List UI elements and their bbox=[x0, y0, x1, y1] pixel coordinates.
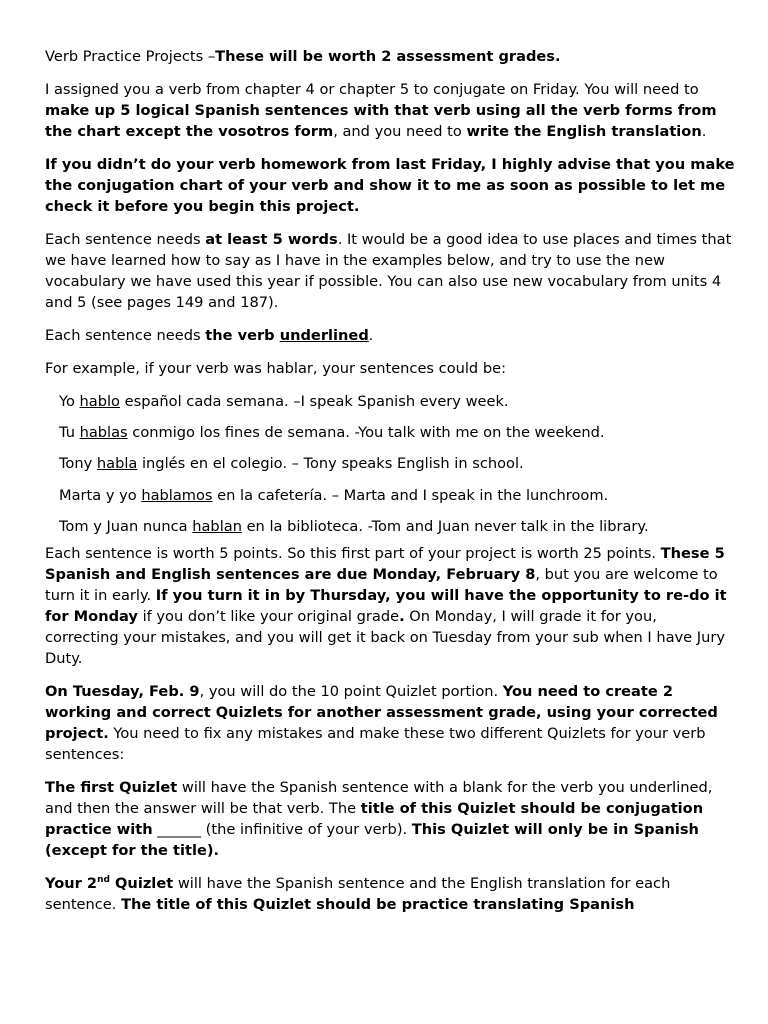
bold-run: If you didn’t do your verb homework from last Friday, I highly advise that you make the conjugation chart of your verb and show it to me as soon as possible to let me check it before you begin this project. bbox=[45, 156, 735, 215]
paragraph-example-intro: For example, if your verb was hablar, your sentences could be: bbox=[45, 360, 506, 377]
paragraph-points-due-date bbox=[45, 543, 735, 669]
example-pre: Tu bbox=[59, 424, 80, 442]
example-post: en la cafetería. – Marta and I speak in the lunchroom. bbox=[212, 486, 609, 504]
paragraph-second-quizlet bbox=[45, 873, 735, 915]
bold-run: the verb bbox=[205, 327, 280, 344]
bold-run: Your 2 bbox=[45, 874, 98, 892]
superscript-run: nd bbox=[97, 874, 110, 885]
paragraph-underline-rule bbox=[45, 325, 735, 346]
text-run: . bbox=[368, 327, 374, 344]
document-title bbox=[45, 46, 735, 67]
underlined-run: underlined bbox=[279, 327, 369, 344]
example-post: inglés en el colegio. – Tony speaks English in school. bbox=[137, 455, 524, 473]
example-verb: hablo bbox=[79, 393, 120, 410]
bold-underline-wrap bbox=[280, 327, 369, 344]
text-run: , and you need to bbox=[333, 123, 467, 140]
bold-run: make up 5 logical Spanish sentences with that verb using all the verb forms from the chart except the vosotros form bbox=[45, 102, 717, 140]
bold-run: The title of this Quizlet should be practice translating Spanish bbox=[121, 895, 635, 913]
bold-run: This Quizlet will only be in Spanish (except for the title). bbox=[45, 820, 699, 859]
example-verb: hablas bbox=[79, 424, 128, 442]
bold-run: These 5 Spanish and English sentences are due Monday, February 8 bbox=[45, 544, 725, 583]
text-run: , but you are welcome to turn it in early. bbox=[45, 565, 718, 604]
bold-run: The first Quizlet bbox=[45, 778, 178, 796]
paragraph-homework-advice bbox=[45, 154, 735, 217]
text-run: Each sentence needs bbox=[45, 231, 206, 248]
bold-run: . bbox=[399, 607, 405, 625]
example-post: español cada semana. –I speak Spanish every week. bbox=[120, 393, 509, 410]
example-pre: Yo bbox=[59, 393, 80, 410]
document-page bbox=[45, 46, 735, 927]
example-sentence bbox=[59, 453, 735, 474]
example-pre: Tony bbox=[59, 455, 97, 473]
paragraph-first-quizlet bbox=[45, 777, 735, 861]
bold-run: Quizlet bbox=[109, 874, 174, 892]
example-sentence bbox=[59, 516, 735, 537]
text-run: if you don’t like your original grade bbox=[137, 607, 400, 625]
title-text: Verb Practice Projects – bbox=[45, 48, 216, 65]
example-sentence bbox=[59, 391, 735, 412]
bold-run: On Tuesday, Feb. 9 bbox=[45, 682, 200, 700]
example-sentence bbox=[59, 485, 735, 506]
text-run: On Monday, I will grade it for you, correcting your mistakes, and you will get it back on Tuesday from your sub when I have Jury Duty. bbox=[45, 607, 725, 667]
example-list bbox=[45, 391, 735, 537]
text-run: ______ (the infinitive of your verb). bbox=[152, 820, 412, 838]
bold-run: You need to create 2 working and correct Quizlets for another assessment grade, using your corrected project. bbox=[45, 682, 718, 742]
title-bold-text: These will be worth 2 assessment grades. bbox=[215, 48, 561, 65]
paragraph-sentence-length bbox=[45, 229, 735, 313]
example-verb: habla bbox=[96, 455, 138, 473]
example-post: conmigo los fines de semana. -You talk with me on the weekend. bbox=[127, 424, 605, 442]
paragraph-assignment bbox=[45, 79, 735, 142]
text-run: Each sentence is worth 5 points. So this first part of your project is worth 25 points. bbox=[45, 544, 661, 562]
text-run: I assigned you a verb from chapter 4 or chapter 5 to conjugate on Friday. You will need to bbox=[45, 81, 699, 98]
example-verb: hablan bbox=[192, 517, 242, 535]
example-post: en la biblioteca. -Tom and Juan never talk in the library. bbox=[241, 517, 649, 535]
example-verb: hablamos bbox=[141, 486, 213, 504]
bold-run: write the English translation bbox=[466, 123, 702, 140]
bold-run: If you turn it in by Thursday, you will have the opportunity to re-do it for Monday bbox=[45, 586, 727, 625]
example-pre: Marta y yo bbox=[59, 486, 142, 504]
text-run: . bbox=[701, 123, 707, 140]
text-run: . It would be a good idea to use places and times that we have learned how to say as I have in the examples below, and try to use the new vocabulary we have used this year if possible. You can also use new vocabulary from units 4 and 5 (see pages 149 and 187). bbox=[45, 231, 732, 311]
text-run: will have the Spanish sentence and the English translation for each sentence. bbox=[45, 874, 671, 913]
paragraph-quizlet-portion bbox=[45, 681, 735, 765]
example-pre: Tom y Juan nunca bbox=[59, 517, 193, 535]
text-run: Each sentence needs bbox=[45, 327, 206, 344]
text-run: will have the Spanish sentence with a blank for the verb you underlined, and then the answer will be that verb. The bbox=[45, 778, 713, 817]
text-run: You need to fix any mistakes and make these two different Quizlets for your verb sentences: bbox=[45, 724, 706, 763]
bold-run: at least 5 words bbox=[205, 231, 338, 248]
example-sentence bbox=[59, 422, 735, 443]
bold-run: title of this Quizlet should be conjugation practice with bbox=[45, 799, 704, 838]
text-run: , you will do the 10 point Quizlet portion. bbox=[199, 682, 503, 700]
